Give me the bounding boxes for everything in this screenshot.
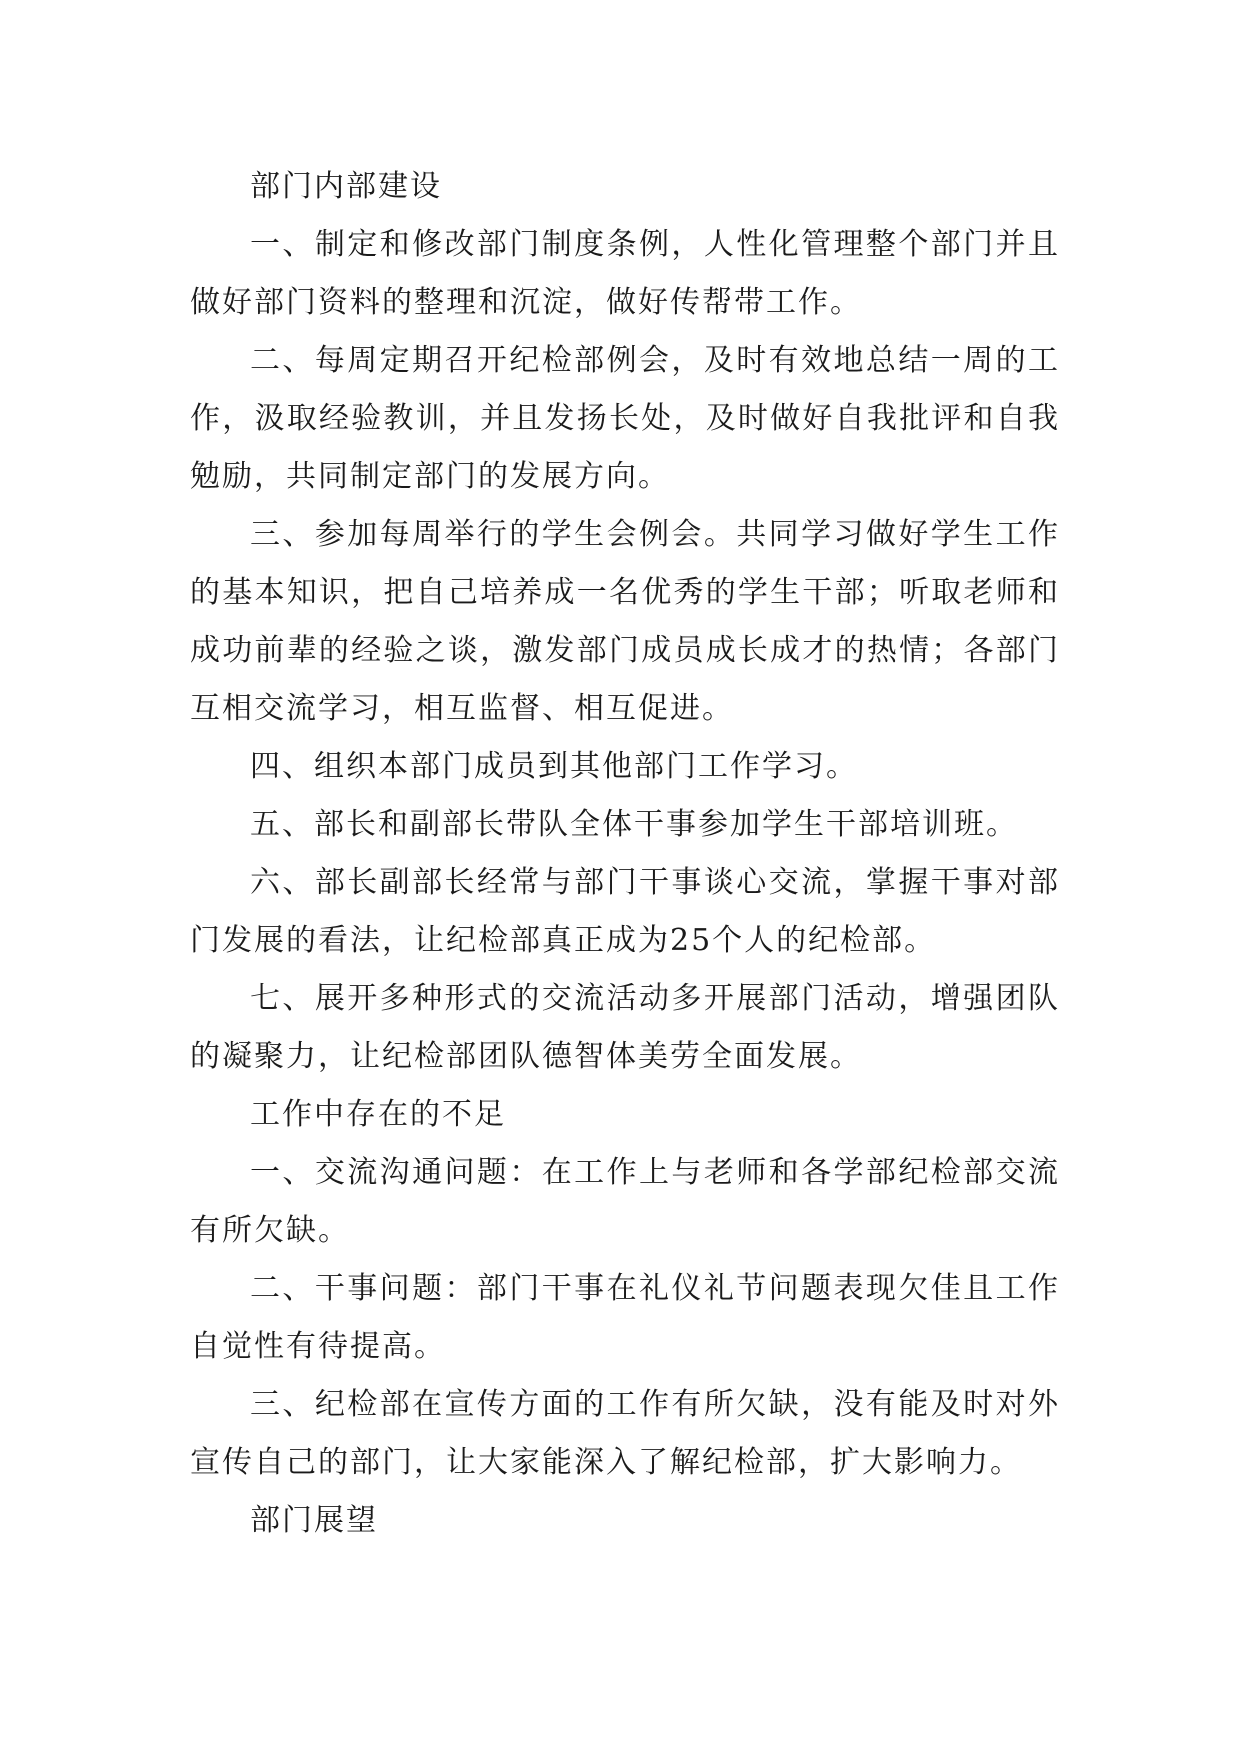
paragraph: 三、纪检部在宣传方面的工作有所欠缺，没有能及时对外宣传自己的部门，让大家能深入了解纪检部，扩大影响力。 [190, 1387, 1060, 1480]
paragraph: 六、部长副部长经常与部门干事谈心交流，掌握干事对部门发展的看法，让纪检部真正成为25个人的纪检部。 [190, 865, 1060, 958]
paragraph: 三、参加每周举行的学生会例会。共同学习做好学生工作的基本知识，把自己培养成一名优秀的学生干部；听取老师和成功前辈的经验之谈，激发部门成员成长成才的热情；各部门互相交流学习，相互监督、相互促进。 [190, 517, 1060, 726]
paragraph: 七、展开多种形式的交流活动多开展部门活动，增强团队的凝聚力，让纪检部团队德智体美劳全面发展。 [190, 981, 1060, 1074]
section-heading-outlook: 部门展望 [250, 1503, 378, 1538]
paragraph: 四、组织本部门成员到其他部门工作学习。 [250, 749, 858, 784]
paragraph: 二、每周定期召开纪检部例会，及时有效地总结一周的工作，汲取经验教训，并且发扬长处，及时做好自我批评和自我勉励，共同制定部门的发展方向。 [190, 343, 1060, 494]
section-heading-shortcomings: 工作中存在的不足 [250, 1097, 506, 1132]
paragraph: 一、制定和修改部门制度条例，人性化管理整个部门并且做好部门资料的整理和沉淀，做好传帮带工作。 [190, 227, 1060, 320]
paragraph: 一、交流沟通问题：在工作上与老师和各学部纪检部交流有所欠缺。 [190, 1155, 1060, 1248]
section-heading-internal-building: 部门内部建设 [250, 169, 442, 204]
paragraph: 二、干事问题：部门干事在礼仪礼节问题表现欠佳且工作自觉性有待提高。 [190, 1271, 1060, 1364]
paragraph: 五、部长和副部长带队全体干事参加学生干部培训班。 [250, 807, 1018, 842]
document-body [190, 158, 1060, 1550]
